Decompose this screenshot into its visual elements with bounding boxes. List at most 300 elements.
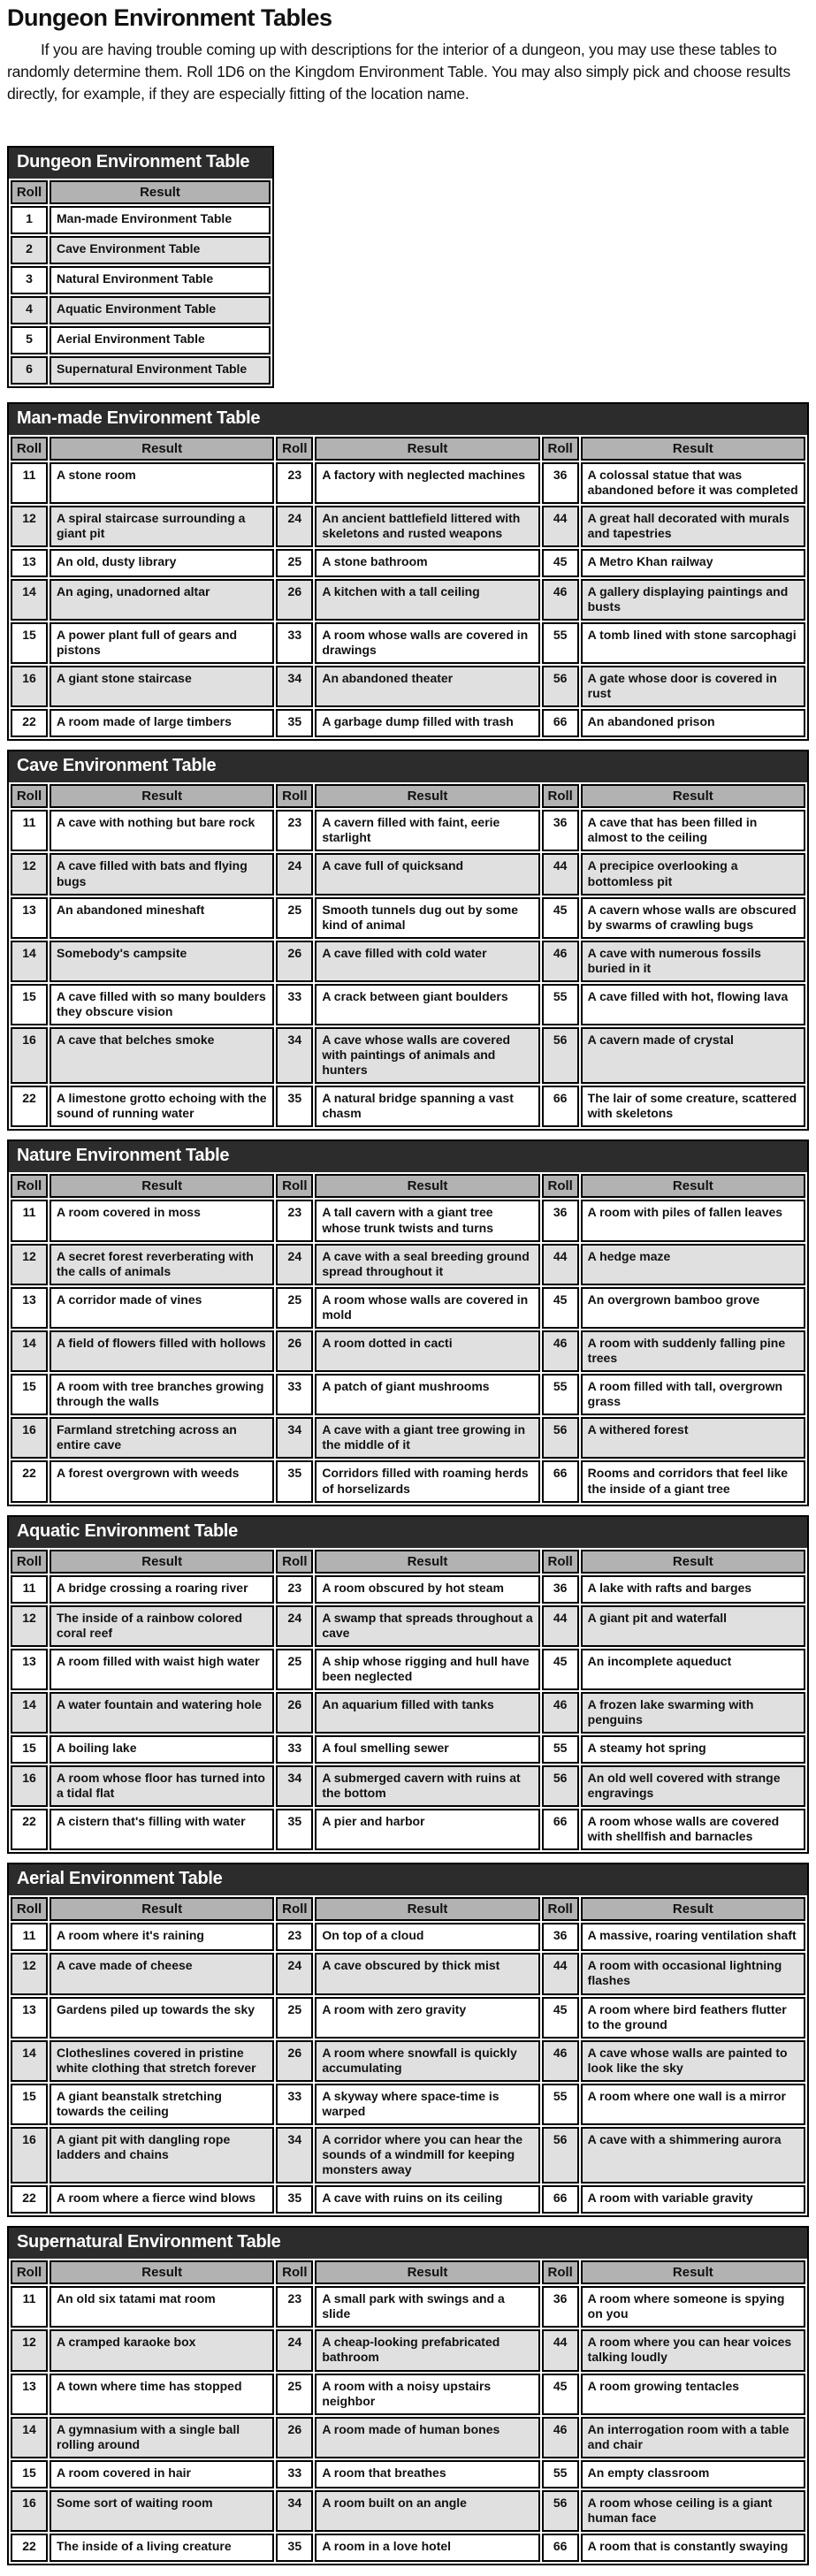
roll-cell: 24 (276, 1953, 313, 1994)
result-cell: A massive, roaring ventilation shaft (581, 1923, 805, 1951)
result-cell: A boiling lake (50, 1735, 274, 1764)
roll-cell: 35 (276, 1086, 313, 1127)
roll-cell: 55 (542, 1735, 579, 1764)
table-title-bar: Cave Environment Table (9, 751, 807, 782)
result-cell: Man-made Environment Table (50, 206, 271, 234)
roll-cell: 16 (11, 1027, 48, 1084)
result-cell: A room that is constantly swaying (581, 2534, 805, 2562)
roll-cell: 22 (11, 2534, 48, 2562)
result-cell: A cave whose walls are painted to look like the sky (581, 2040, 805, 2082)
roll-cell: 13 (11, 2374, 48, 2415)
roll-cell: 22 (11, 709, 48, 737)
intro-paragraph: If you are having trouble coming up with descriptions for the interior of a dungeon, you may use these tables to randomly determine them. Roll 1D6 on the Kingdom Environment Table. You may also simply pick and choose results directly, for example, if they are especially fitting of the location name. (7, 41, 791, 103)
result-cell: A small park with swings and a slide (315, 2286, 539, 2328)
table-row (11, 709, 805, 737)
table-row (11, 1027, 805, 1084)
table-row (11, 1460, 805, 1502)
result-cell: A cave obscured by thick mist (315, 1953, 539, 1994)
roll-cell: 6 (11, 356, 48, 385)
roll-cell: 11 (11, 1923, 48, 1951)
result-cell: A Metro Khan railway (581, 549, 805, 577)
result-cell: A frozen lake swarming with penguins (581, 1692, 805, 1734)
roll-cell: 22 (11, 1809, 48, 1850)
column-header-result: Result (315, 784, 539, 808)
environment-table-grid (9, 782, 807, 1129)
result-cell: A cavern made of crystal (581, 1027, 805, 1084)
roll-cell: 11 (11, 1200, 48, 1241)
roll-cell: 35 (276, 1809, 313, 1850)
roll-cell: 14 (11, 1692, 48, 1734)
table-row (11, 666, 805, 707)
roll-cell: 66 (542, 1809, 579, 1850)
result-cell: A cave filled with hot, flowing lava (581, 984, 805, 1025)
roll-cell: 56 (542, 1765, 579, 1807)
result-cell: A cave with nothing but bare rock (50, 810, 274, 851)
roll-cell: 22 (11, 2185, 48, 2214)
table-row (11, 984, 805, 1025)
result-cell: A room made of large timbers (50, 709, 274, 737)
result-cell: A room with tree branches growing through the walls (50, 1374, 274, 1415)
column-header-result: Result (581, 2260, 805, 2284)
result-cell: A cramped karaoke box (50, 2329, 274, 2371)
supernatural-environment-table (7, 2226, 809, 2565)
roll-cell: 33 (276, 1735, 313, 1764)
roll-cell: 25 (276, 2374, 313, 2415)
result-cell: A room where bird feathers flutter to the ground (581, 1997, 805, 2039)
result-cell: A hedge maze (581, 1244, 805, 1285)
result-cell: An overgrown bamboo grove (581, 1287, 805, 1329)
result-cell: An old, dusty library (50, 549, 274, 577)
column-header-roll: Roll (542, 1550, 579, 1574)
result-cell: A cave that belches smoke (50, 1027, 274, 1084)
result-cell: A tomb lined with stone sarcophagi (581, 622, 805, 664)
roll-cell: 25 (276, 549, 313, 577)
roll-cell: 36 (542, 2286, 579, 2328)
result-cell: A spiral staircase surrounding a giant pit (50, 506, 274, 547)
result-cell: Clotheslines covered in pristine white clothing that stretch forever (50, 2040, 274, 2082)
table-row (11, 1374, 805, 1415)
table-row (11, 2374, 805, 2415)
roll-cell: 22 (11, 1460, 48, 1502)
result-cell: Cave Environment Table (50, 236, 271, 264)
roll-cell: 55 (542, 984, 579, 1025)
column-header-roll: Roll (276, 1174, 313, 1198)
result-cell: Supernatural Environment Table (50, 356, 271, 385)
roll-cell: 66 (542, 1460, 579, 1502)
aerial-environment-table (7, 1863, 809, 2217)
result-cell: A room whose walls are covered in drawings (315, 622, 539, 664)
result-cell: A skyway where space-time is warped (315, 2084, 539, 2125)
table-row (11, 506, 805, 547)
result-cell: Gardens piled up towards the sky (50, 1997, 274, 2039)
header-row (11, 437, 805, 461)
table-row (11, 296, 271, 324)
result-cell: An old well covered with strange engravings (581, 1765, 805, 1807)
result-cell: An empty classroom (581, 2460, 805, 2488)
roll-cell: 45 (542, 1649, 579, 1690)
table-row (11, 622, 805, 664)
result-cell: A room whose ceiling is a giant human face (581, 2490, 805, 2532)
table-row (11, 2460, 805, 2488)
roll-cell: 15 (11, 2460, 48, 2488)
table-row (11, 462, 805, 504)
result-cell: Rooms and corridors that feel like the inside of a giant tree (581, 1460, 805, 1502)
result-cell: An aquarium filled with tanks (315, 1692, 539, 1734)
roll-cell: 23 (276, 810, 313, 851)
roll-cell: 1 (11, 206, 48, 234)
result-cell: A gate whose door is covered in rust (581, 666, 805, 707)
table-row (11, 1575, 805, 1604)
roll-cell: 36 (542, 810, 579, 851)
result-cell: An abandoned theater (315, 666, 539, 707)
roll-cell: 33 (276, 2460, 313, 2488)
roll-cell: 26 (276, 579, 313, 621)
result-cell: A room dotted in cacti (315, 1330, 539, 1372)
table-row (11, 1765, 805, 1807)
roll-cell: 26 (276, 1330, 313, 1372)
result-cell: A room where you can hear voices talking loudly (581, 2329, 805, 2371)
roll-cell: 15 (11, 984, 48, 1025)
column-header-result: Result (50, 1174, 274, 1198)
table-row (11, 579, 805, 621)
roll-cell: 33 (276, 622, 313, 664)
result-cell: Somebody's campsite (50, 941, 274, 982)
table-row (11, 2040, 805, 2082)
result-cell: Aerial Environment Table (50, 326, 271, 354)
roll-cell: 23 (276, 1200, 313, 1241)
result-cell: A giant pit with dangling rope ladders and chains (50, 2127, 274, 2184)
column-header-result: Result (581, 437, 805, 461)
column-header-result: Result (50, 784, 274, 808)
result-cell: A cave with a shimmering aurora (581, 2127, 805, 2184)
result-cell: A cave with a seal breeding ground spread throughout it (315, 1244, 539, 1285)
roll-cell: 34 (276, 1417, 313, 1459)
roll-cell: 46 (542, 2417, 579, 2458)
column-header-roll: Roll (542, 1897, 579, 1921)
roll-cell: 11 (11, 810, 48, 851)
table-row (11, 1997, 805, 2039)
result-cell: A town where time has stopped (50, 2374, 274, 2415)
result-cell: A room obscured by hot steam (315, 1575, 539, 1604)
roll-cell: 24 (276, 506, 313, 547)
result-cell: A room where one wall is a mirror (581, 2084, 805, 2125)
result-cell: The inside of a rainbow colored coral reef (50, 1605, 274, 1647)
table-title-bar: Aerial Environment Table (9, 1864, 807, 1895)
dungeon-environment-index-table (7, 146, 274, 388)
result-cell: A room covered in hair (50, 2460, 274, 2488)
column-header-result: Result (315, 1897, 539, 1921)
roll-cell: 46 (542, 941, 579, 982)
table-row (11, 1086, 805, 1127)
roll-cell: 25 (276, 1649, 313, 1690)
table-row (11, 2127, 805, 2184)
column-header-result: Result (315, 437, 539, 461)
table-row (11, 326, 271, 354)
result-cell: An abandoned mineshaft (50, 897, 274, 939)
result-cell: A limestone grotto echoing with the sound of running water (50, 1086, 274, 1127)
column-header-roll: Roll (11, 1550, 48, 1574)
roll-cell: 15 (11, 2084, 48, 2125)
column-header-roll: Roll (276, 1897, 313, 1921)
roll-cell: 14 (11, 579, 48, 621)
roll-cell: 66 (542, 1086, 579, 1127)
result-cell: A room covered in moss (50, 1200, 274, 1241)
roll-cell: 33 (276, 984, 313, 1025)
result-cell: An old six tatami mat room (50, 2286, 274, 2328)
roll-cell: 34 (276, 666, 313, 707)
roll-cell: 33 (276, 1374, 313, 1415)
column-header-result: Result (50, 1897, 274, 1921)
result-cell: A room with variable gravity (581, 2185, 805, 2214)
result-cell: A precipice overlooking a bottomless pit (581, 853, 805, 895)
table-row (11, 1953, 805, 1994)
result-cell: A cave with ruins on its ceiling (315, 2185, 539, 2214)
roll-cell: 23 (276, 2286, 313, 2328)
result-cell: A cave full of quicksand (315, 853, 539, 895)
result-cell: A factory with neglected machines (315, 462, 539, 504)
result-cell: A corridor where you can hear the sounds of a windmill for keeping monsters away (315, 2127, 539, 2184)
result-cell: A room with piles of fallen leaves (581, 1200, 805, 1241)
roll-cell: 26 (276, 2417, 313, 2458)
roll-cell: 11 (11, 2286, 48, 2328)
roll-cell: 13 (11, 897, 48, 939)
roll-cell: 14 (11, 2040, 48, 2082)
result-cell: A kitchen with a tall ceiling (315, 579, 539, 621)
result-cell: The lair of some creature, scattered with skeletons (581, 1086, 805, 1127)
column-header-result: Result (315, 1174, 539, 1198)
table-row (11, 1605, 805, 1647)
roll-cell: 56 (542, 1027, 579, 1084)
column-header-result: Result (581, 1174, 805, 1198)
column-header-roll: Roll (276, 437, 313, 461)
column-header-result: Result (315, 2260, 539, 2284)
table-row (11, 2286, 805, 2328)
roll-cell: 12 (11, 1953, 48, 1994)
result-cell: A cistern that's filling with water (50, 1809, 274, 1850)
roll-cell: 46 (542, 579, 579, 621)
result-cell: A room whose walls are covered in mold (315, 1287, 539, 1329)
roll-cell: 13 (11, 1997, 48, 2039)
roll-cell: 12 (11, 2329, 48, 2371)
roll-cell: 12 (11, 1244, 48, 1285)
result-cell: A cave with numerous fossils buried in it (581, 941, 805, 982)
result-cell: A cave filled with bats and flying bugs (50, 853, 274, 895)
result-cell: A cave filled with cold water (315, 941, 539, 982)
table-row (11, 2534, 805, 2562)
roll-cell: 55 (542, 622, 579, 664)
column-header-roll: Roll (11, 1897, 48, 1921)
roll-cell: 16 (11, 1417, 48, 1459)
result-cell: A room where someone is spying on you (581, 2286, 805, 2328)
roll-cell: 34 (276, 2490, 313, 2532)
roll-cell: 15 (11, 1735, 48, 1764)
roll-cell: 44 (542, 1605, 579, 1647)
result-cell: A steamy hot spring (581, 1735, 805, 1764)
result-cell: A room whose floor has turned into a tidal flat (50, 1765, 274, 1807)
result-cell: A cheap-looking prefabricated bathroom (315, 2329, 539, 2371)
column-header-roll: Roll (542, 437, 579, 461)
column-header-roll: Roll (276, 2260, 313, 2284)
result-cell: A room growing tentacles (581, 2374, 805, 2415)
column-header-roll: Roll (542, 1174, 579, 1198)
result-cell: A giant stone staircase (50, 666, 274, 707)
roll-cell: 56 (542, 2490, 579, 2532)
result-cell: A bridge crossing a roaring river (50, 1575, 274, 1604)
roll-cell: 14 (11, 2417, 48, 2458)
result-cell: A swamp that spreads throughout a cave (315, 1605, 539, 1647)
result-cell: A room built on an angle (315, 2490, 539, 2532)
header-row (11, 784, 805, 808)
roll-cell: 25 (276, 1287, 313, 1329)
result-cell: A pier and harbor (315, 1809, 539, 1850)
table-row (11, 941, 805, 982)
result-cell: A giant beanstalk stretching towards the ceiling (50, 2084, 274, 2125)
table-row (11, 1692, 805, 1734)
roll-cell: 16 (11, 1765, 48, 1807)
roll-cell: 12 (11, 853, 48, 895)
result-cell: A stone bathroom (315, 549, 539, 577)
roll-cell: 44 (542, 853, 579, 895)
column-header-roll: Roll (276, 1550, 313, 1574)
roll-cell: 56 (542, 2127, 579, 2184)
result-cell: A natural bridge spanning a vast chasm (315, 1086, 539, 1127)
environment-table-grid (9, 2259, 807, 2564)
roll-cell: 36 (542, 1200, 579, 1241)
result-cell: A cavern filled with faint, eerie starlight (315, 810, 539, 851)
result-cell: A room that breathes (315, 2460, 539, 2488)
result-cell: A submerged cavern with ruins at the bottom (315, 1765, 539, 1807)
result-cell: A room made of human bones (315, 2417, 539, 2458)
result-cell: A room with occasional lightning flashes (581, 1953, 805, 1994)
roll-cell: 35 (276, 1460, 313, 1502)
environment-table-grid (9, 1548, 807, 1853)
column-header-roll: Roll (11, 437, 48, 461)
table-title-bar: Dungeon Environment Table (9, 148, 272, 179)
roll-cell: 25 (276, 897, 313, 939)
environment-table-grid (9, 435, 807, 740)
table-row (11, 1330, 805, 1372)
result-cell: A cave made of cheese (50, 1953, 274, 1994)
roll-cell: 66 (542, 2534, 579, 2562)
result-cell: A tall cavern with a giant tree whose trunk twists and turns (315, 1200, 539, 1241)
result-cell: A cavern whose walls are obscured by swarms of crawling bugs (581, 897, 805, 939)
result-cell: An ancient battlefield littered with skeletons and rusted weapons (315, 506, 539, 547)
roll-cell: 56 (542, 1417, 579, 1459)
table-row (11, 2490, 805, 2532)
column-header-roll: Roll (276, 784, 313, 808)
result-cell: Natural Environment Table (50, 266, 271, 294)
roll-cell: 22 (11, 1086, 48, 1127)
roll-cell: 36 (542, 1923, 579, 1951)
roll-cell: 5 (11, 326, 48, 354)
roll-cell: 16 (11, 2127, 48, 2184)
result-cell: A room with a noisy upstairs neighbor (315, 2374, 539, 2415)
result-cell: A gallery displaying paintings and busts (581, 579, 805, 621)
roll-cell: 11 (11, 1575, 48, 1604)
column-header-result: Result (315, 1550, 539, 1574)
column-header-roll: Roll (11, 2260, 48, 2284)
table-row (11, 356, 271, 385)
result-cell: Aquatic Environment Table (50, 296, 271, 324)
result-cell: A patch of giant mushrooms (315, 1374, 539, 1415)
table-row (11, 2329, 805, 2371)
result-cell: A gymnasium with a single ball rolling around (50, 2417, 274, 2458)
roll-cell: 44 (542, 1953, 579, 1994)
column-header-result: Result (50, 180, 271, 204)
cave-environment-table (7, 750, 809, 1131)
result-cell: A power plant full of gears and pistons (50, 622, 274, 664)
result-cell: An interrogation room with a table and chair (581, 2417, 805, 2458)
result-cell: A stone room (50, 462, 274, 504)
roll-cell: 45 (542, 549, 579, 577)
table-row (11, 810, 805, 851)
table-row (11, 2417, 805, 2458)
man-made-environment-table (7, 402, 809, 742)
column-header-result: Result (50, 1550, 274, 1574)
roll-cell: 25 (276, 1997, 313, 2039)
result-cell: A ship whose rigging and hull have been neglected (315, 1649, 539, 1690)
column-header-roll: Roll (542, 2260, 579, 2284)
roll-cell: 23 (276, 1575, 313, 1604)
environment-table-grid (9, 1172, 807, 1504)
result-cell: A cave filled with so many boulders they obscure vision (50, 984, 274, 1025)
roll-cell: 46 (542, 1692, 579, 1734)
roll-cell: 45 (542, 897, 579, 939)
column-header-roll: Roll (11, 1174, 48, 1198)
header-row (11, 1550, 805, 1574)
roll-cell: 56 (542, 666, 579, 707)
result-cell: A lake with rafts and barges (581, 1575, 805, 1604)
table-row (11, 1417, 805, 1459)
table-title-bar: Man-made Environment Table (9, 404, 807, 435)
result-cell: A room where a fierce wind blows (50, 2185, 274, 2214)
result-cell: A great hall decorated with murals and tapestries (581, 506, 805, 547)
roll-cell: 44 (542, 506, 579, 547)
roll-cell: 11 (11, 462, 48, 504)
roll-cell: 36 (542, 1575, 579, 1604)
column-header-result: Result (50, 437, 274, 461)
table-row (11, 1809, 805, 1850)
page-title: Dungeon Environment Tables (7, 4, 332, 31)
roll-cell: 3 (11, 266, 48, 294)
result-cell: A room in a love hotel (315, 2534, 539, 2562)
nature-environment-table (7, 1139, 809, 1505)
header-row (11, 1174, 805, 1198)
index-table-grid (9, 179, 272, 386)
roll-cell: 26 (276, 2040, 313, 2082)
roll-cell: 14 (11, 941, 48, 982)
result-cell: A corridor made of vines (50, 1287, 274, 1329)
result-cell: A room where it's raining (50, 1923, 274, 1951)
roll-cell: 14 (11, 1330, 48, 1372)
result-cell: A room filled with waist high water (50, 1649, 274, 1690)
roll-cell: 35 (276, 2534, 313, 2562)
roll-cell: 15 (11, 622, 48, 664)
result-cell: A colossal statue that was abandoned before it was completed (581, 462, 805, 504)
aquatic-environment-table (7, 1515, 809, 1855)
result-cell: A room with zero gravity (315, 1997, 539, 2039)
roll-cell: 66 (542, 709, 579, 737)
table-row (11, 1923, 805, 1951)
result-cell: A cave with a giant tree growing in the middle of it (315, 1417, 539, 1459)
roll-cell: 24 (276, 1244, 313, 1285)
table-row (11, 266, 271, 294)
roll-cell: 12 (11, 1605, 48, 1647)
roll-cell: 44 (542, 1244, 579, 1285)
column-header-result: Result (581, 784, 805, 808)
roll-cell: 34 (276, 1027, 313, 1084)
roll-cell: 55 (542, 1374, 579, 1415)
